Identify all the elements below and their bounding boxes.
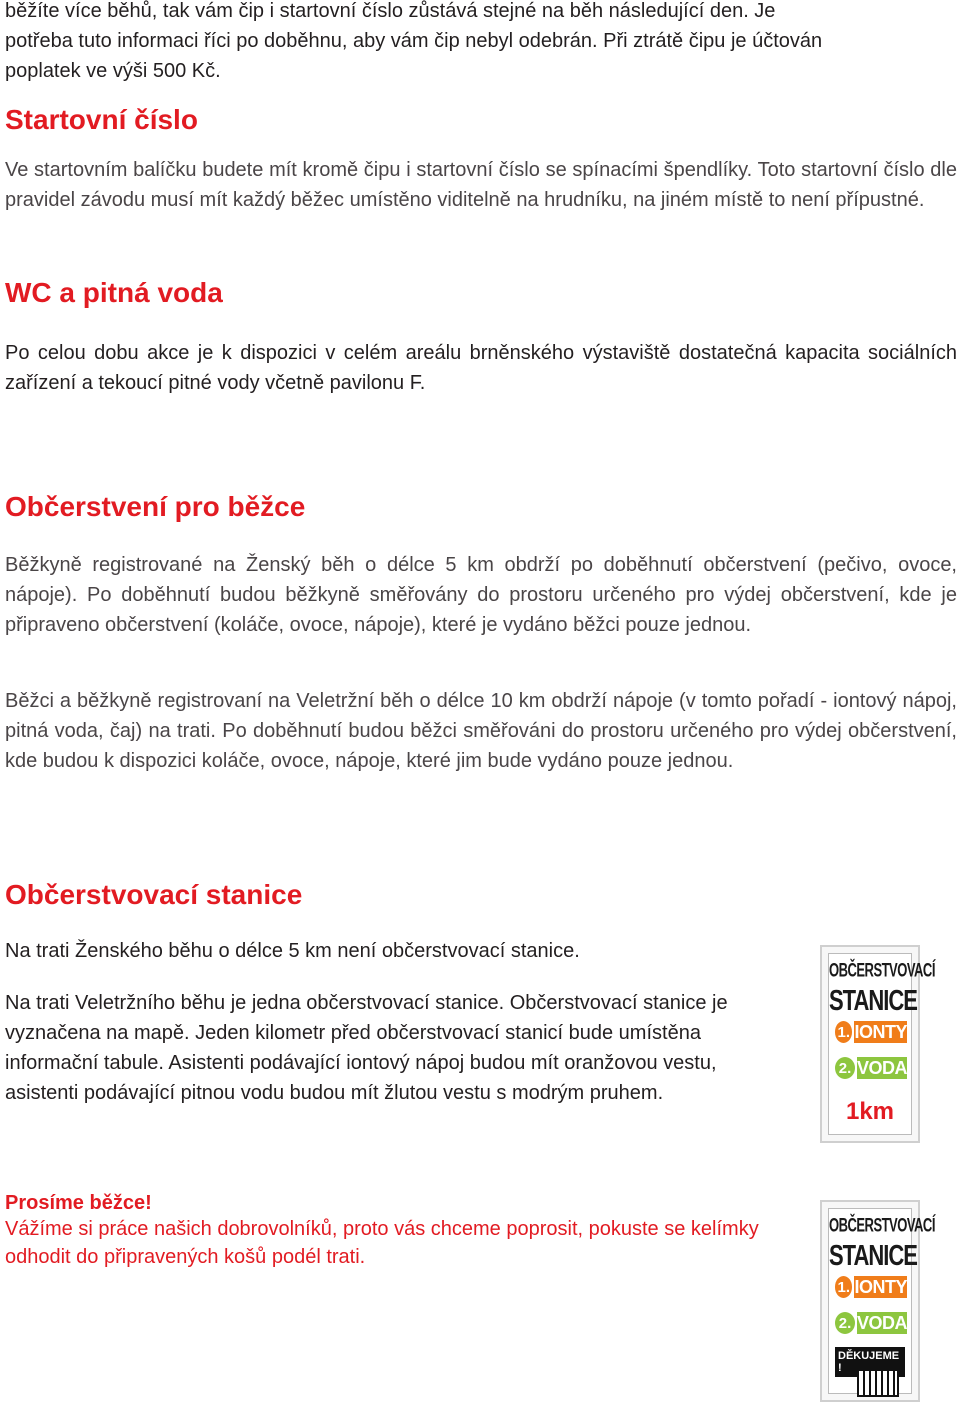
trash-bin-icon (857, 1371, 899, 1397)
sign-panel (828, 953, 935, 1135)
sign-row-ionty (835, 1020, 907, 1044)
sign-title-line-1: OBČERSTVOVACÍ (829, 1213, 935, 1236)
sign-thanks-text: DĚKUJEME ! (838, 1350, 900, 1374)
sign-label-ionty: IONTY (854, 1021, 907, 1042)
refreshment-sign-thanks (820, 1200, 935, 1402)
stanice-text-1: Na trati Ženského běhu o délce 5 km není občerstvovací stanice. (5, 940, 580, 962)
sign-label-voda: VODA (856, 1057, 907, 1078)
prosime-text: Vážíme si práce našich dobrovolníků, proto vás chceme poprosit, pokuste se kelímky odhodit do připravených košů podél trati. (5, 1218, 759, 1268)
intro-line-1: běžíte více běhů, tak vám čip i startovní číslo zůstává stejné na běh následující den. Je (5, 0, 776, 22)
heading-startovni-cislo: Startovní číslo (5, 104, 198, 135)
obcerstveni-text-1: Běžkyně registrované na Ženský běh o délce 5 km obdrží po doběhnutí občerstvení (pečivo, ovoce, nápoje). Po doběhnutí budou běžkyně směřovány do prostoru určeného pro výdej občerstvení, kde je připraveno občerstvení (koláče, ovoce, nápoje), které je vydáno běžci pouze jednou. (5, 554, 957, 636)
heading-wc: WC a pitná voda (5, 277, 223, 308)
startovni-cislo-text: Ve startovním balíčku budete mít kromě čipu i startovní číslo se spínacími špendlíky. Toto startovní číslo dle pravidel závodu musí mít každý běžec umístěno viditelně na hrudníku, na jiném místě to není přípustné. (5, 159, 957, 211)
wc-text: Po celou dobu akce je k dispozici v celém areálu brněnského výstaviště dostatečná kapacita sociálních zařízení a tekoucí pitné vody včetně pavilonu F. (5, 342, 957, 394)
stanice-text-2: Na trati Veletržního běhu je jedna občerstvovací stanice. Občerstvovací stanice je vyznačena na mapě. Jeden kilometr před občerstvovací stanicí bude umístěna informační tabule. Asistenti podávající iontový nápoj budou mít oranžovou vestu, asistenti podávající pitnou vodu budou mít žlutou vestu s modrým pruhem. (5, 992, 728, 1104)
prosime-heading: Prosíme běžce! (5, 1192, 152, 1214)
sign-panel (828, 1208, 935, 1394)
sign-row-voda (835, 1311, 907, 1335)
sign-number-2: 2. (835, 1312, 855, 1334)
intro-line-3: poplatek ve výši 500 Kč. (5, 60, 221, 82)
sign-row-voda (835, 1056, 907, 1080)
sign-title-line-2: STANICE (829, 1239, 917, 1272)
intro-line-2: potřeba tuto informaci říci po doběhnu, aby vám čip nebyl odebrán. Při ztrátě čipu je účtován (5, 30, 823, 52)
sign-number-1: 1. (835, 1021, 852, 1043)
heading-stanice: Občerstvovací stanice (5, 879, 303, 910)
sign-row-ionty (835, 1275, 907, 1299)
obcerstveni-text-2: Běžci a běžkyně registrovaní na Veletržní běh o délce 10 km obdrží nápoje (v tomto pořadí - iontový nápoj, pitná voda, čaj) na trati. Po doběhnutí budou běžci směřováni do prostoru určeného pro výdej občerstvení, kde budou k dispozici koláče, ovoce, nápoje, které jim bude vydáno pouze jednou. (5, 690, 957, 772)
refreshment-sign-1km (820, 945, 935, 1143)
sign-number-1: 1. (835, 1276, 852, 1298)
heading-obcerstveni: Občerstvení pro běžce (5, 491, 306, 522)
sign-title-line-2: STANICE (829, 984, 917, 1017)
sign-label-ionty: IONTY (854, 1276, 907, 1297)
sign-distance-label: 1km (845, 1098, 895, 1125)
sign-number-2: 2. (835, 1057, 855, 1079)
sign-title-line-1: OBČERSTVOVACÍ (829, 958, 935, 981)
sign-label-voda: VODA (856, 1312, 907, 1333)
